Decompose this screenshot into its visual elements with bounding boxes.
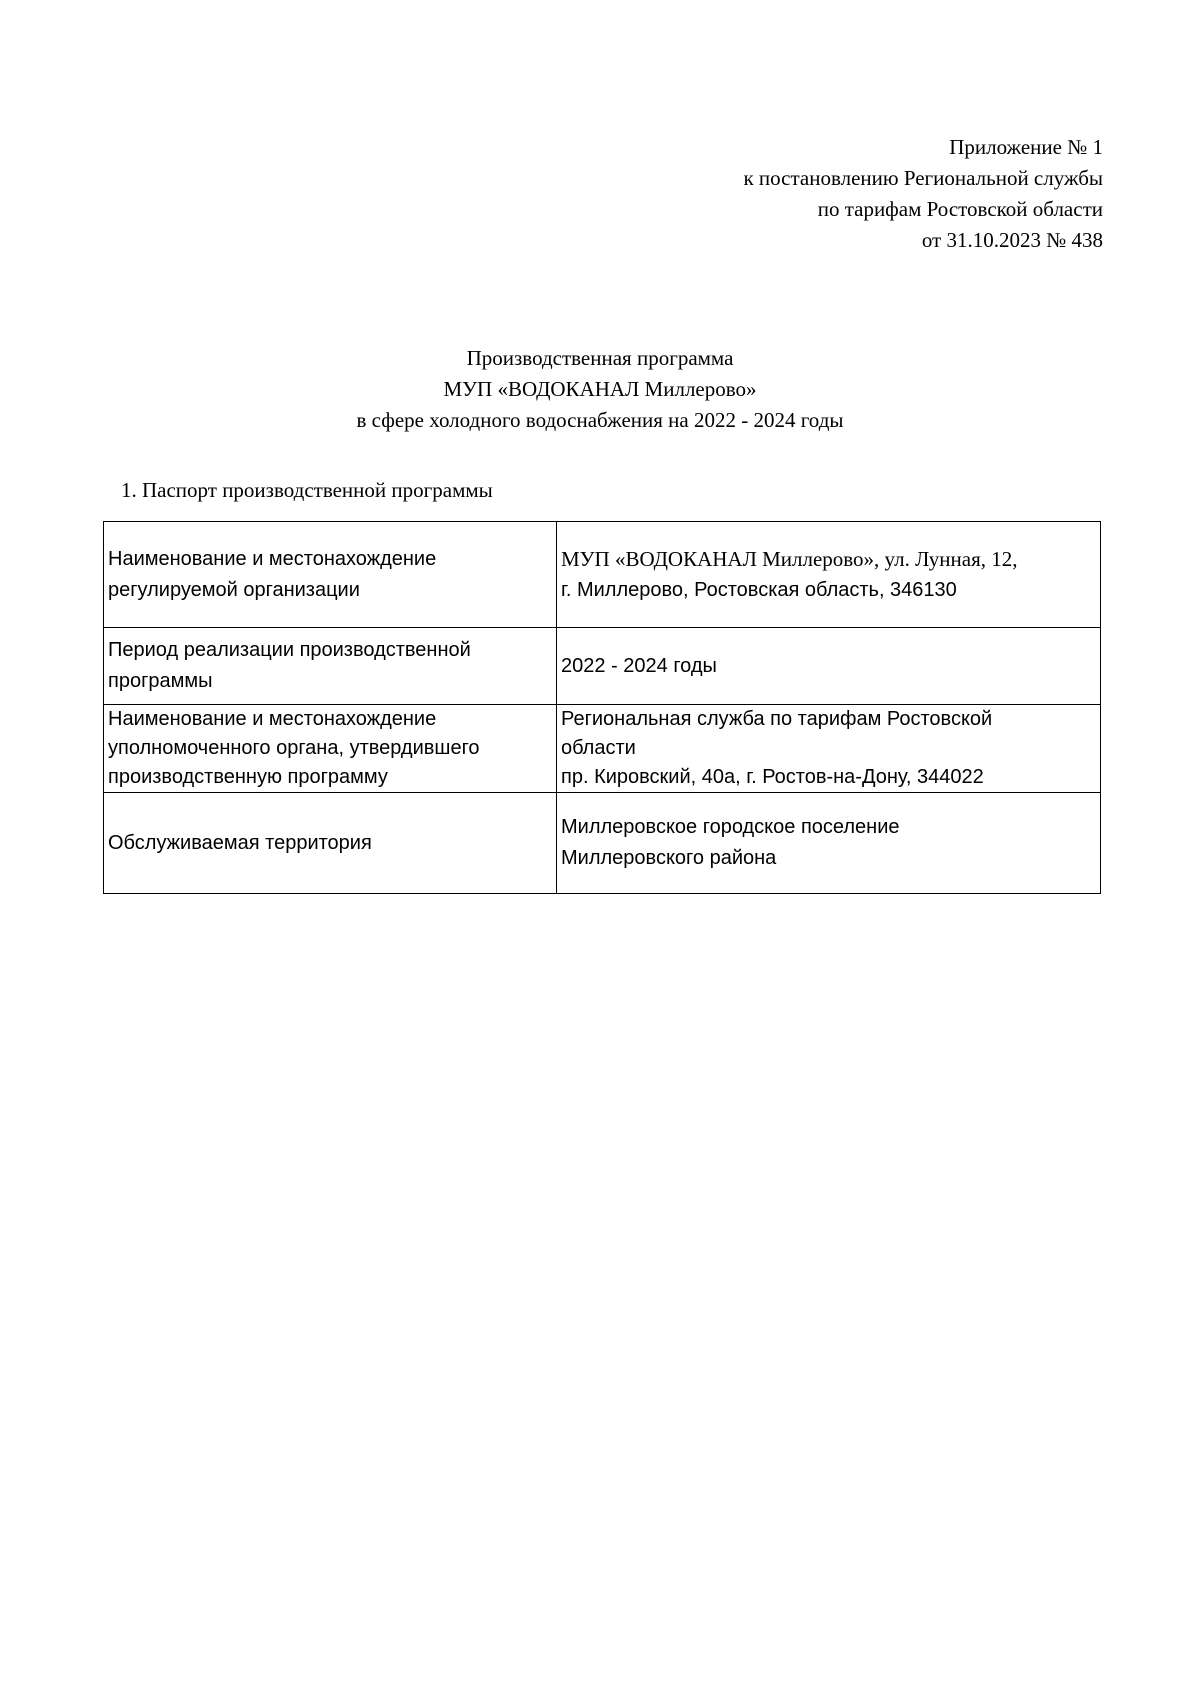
table-row — [104, 793, 1101, 894]
passport-value-line: г. Миллерово, Ростовская область, 346130 — [561, 578, 957, 601]
passport-label-cell — [104, 522, 557, 628]
passport-label-line: производственную программу — [108, 766, 388, 788]
appendix-authority: по тарифам Ростовской области — [817, 197, 1103, 221]
passport-value-cell — [557, 705, 1101, 793]
program-title-organization: МУП «ВОДОКАНАЛ Миллерово» — [443, 377, 757, 401]
passport-value-cell — [557, 522, 1101, 628]
program-title-scope: в сфере холодного водоснабжения на 2022 - 2024 годы — [356, 408, 844, 432]
passport-label-line: Обслуживаемая территория — [108, 831, 372, 854]
passport-value-line: 2022 - 2024 годы — [561, 654, 717, 677]
table-row — [104, 628, 1101, 705]
appendix-date-number: от 31.10.2023 № 438 — [921, 228, 1103, 252]
appendix-resolution-ref: к постановлению Региональной службы — [743, 166, 1103, 190]
section-heading: 1. Паспорт производственной программы — [121, 478, 493, 502]
passport-label-line: уполномоченного органа, утвердившего — [108, 737, 480, 759]
passport-value-line: пр. Кировский, 40а, г. Ростов-на-Дону, 344022 — [561, 766, 984, 788]
passport-label-cell — [104, 705, 557, 793]
passport-label-line: Период реализации производственной — [108, 639, 471, 661]
passport-label-cell — [104, 793, 557, 894]
program-title — [0, 343, 1200, 436]
passport-label-line: программы — [108, 670, 213, 692]
passport-value-line: области — [561, 737, 636, 759]
passport-value-line: Миллеровское городское поселение — [561, 816, 900, 838]
program-title-line-1: Производственная программа — [466, 346, 734, 370]
passport-value-cell — [557, 793, 1101, 894]
table-row — [104, 705, 1101, 793]
passport-label-line: Наименование и местонахождение — [108, 708, 437, 730]
passport-value-line: Региональная служба по тарифам Ростовской — [561, 708, 993, 730]
appendix-number: Приложение № 1 — [949, 135, 1103, 159]
passport-table — [103, 521, 1101, 894]
passport-label-cell — [104, 628, 557, 705]
table-row — [104, 522, 1101, 628]
passport-value-line: МУП «ВОДОКАНАЛ Миллерово», ул. Лунная, 12, — [561, 546, 1018, 571]
passport-value-line: Миллеровского района — [561, 847, 777, 869]
appendix-header — [743, 132, 1103, 256]
passport-value-cell — [557, 628, 1101, 705]
passport-label-line: регулируемой организации — [108, 578, 360, 601]
passport-label-line: Наименование и местонахождение — [108, 547, 437, 570]
